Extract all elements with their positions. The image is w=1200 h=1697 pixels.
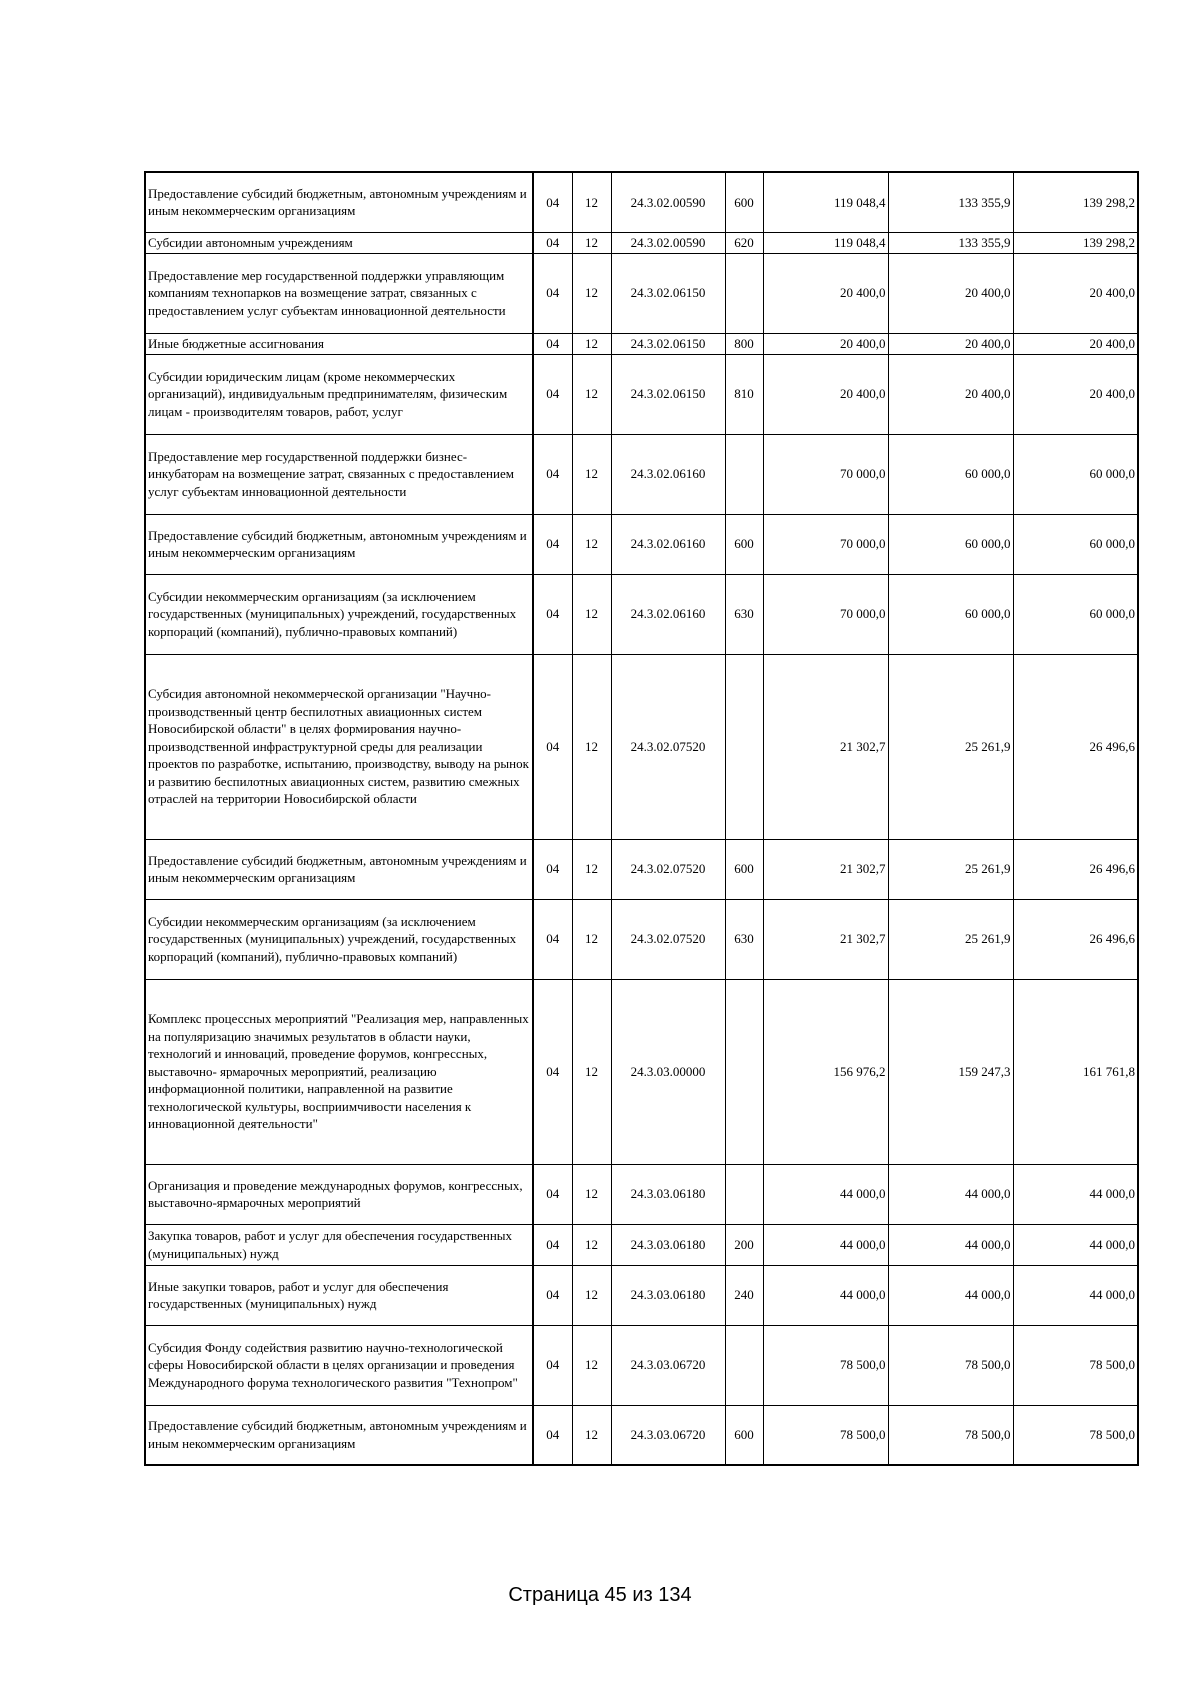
row-value-2: 44 000,0 <box>888 1265 1013 1325</box>
row-name: Предоставление мер государственной поддержки бизнес-инкубаторам на возмещение затрат, связанных с предоставлением услуг субъектам инновационной деятельности <box>145 434 533 514</box>
row-value-2: 44 000,0 <box>888 1224 1013 1265</box>
row-section: 04 <box>533 574 572 654</box>
table-row <box>145 979 1138 1164</box>
row-expense-type <box>725 253 763 333</box>
row-subsection: 12 <box>572 333 611 354</box>
row-subsection: 12 <box>572 1164 611 1224</box>
row-value-3: 161 761,8 <box>1013 979 1138 1164</box>
row-expense-type: 600 <box>725 514 763 574</box>
row-target-code: 24.3.02.00590 <box>611 232 725 253</box>
table-row <box>145 1325 1138 1405</box>
row-expense-type: 600 <box>725 839 763 899</box>
row-target-code: 24.3.02.06160 <box>611 434 725 514</box>
row-expense-type <box>725 434 763 514</box>
row-value-2: 25 261,9 <box>888 654 1013 839</box>
row-subsection: 12 <box>572 1265 611 1325</box>
row-section: 04 <box>533 434 572 514</box>
row-value-3: 26 496,6 <box>1013 899 1138 979</box>
row-expense-type: 240 <box>725 1265 763 1325</box>
row-target-code: 24.3.02.06160 <box>611 574 725 654</box>
row-section: 04 <box>533 1224 572 1265</box>
row-value-3: 60 000,0 <box>1013 434 1138 514</box>
row-value-2: 60 000,0 <box>888 514 1013 574</box>
table-row <box>145 899 1138 979</box>
table-body <box>145 172 1138 1465</box>
row-target-code: 24.3.02.06150 <box>611 354 725 434</box>
row-value-3: 60 000,0 <box>1013 514 1138 574</box>
row-target-code: 24.3.03.06720 <box>611 1405 725 1465</box>
row-expense-type: 800 <box>725 333 763 354</box>
row-value-1: 21 302,7 <box>763 839 888 899</box>
row-value-2: 20 400,0 <box>888 333 1013 354</box>
row-value-3: 20 400,0 <box>1013 333 1138 354</box>
row-value-3: 139 298,2 <box>1013 232 1138 253</box>
row-expense-type: 630 <box>725 899 763 979</box>
table-row <box>145 232 1138 253</box>
row-value-2: 159 247,3 <box>888 979 1013 1164</box>
row-target-code: 24.3.02.07520 <box>611 899 725 979</box>
row-section: 04 <box>533 1325 572 1405</box>
row-target-code: 24.3.03.06180 <box>611 1164 725 1224</box>
row-expense-type: 620 <box>725 232 763 253</box>
row-subsection: 12 <box>572 654 611 839</box>
row-section: 04 <box>533 839 572 899</box>
row-value-2: 25 261,9 <box>888 899 1013 979</box>
table-row <box>145 434 1138 514</box>
row-value-2: 133 355,9 <box>888 172 1013 232</box>
row-section: 04 <box>533 899 572 979</box>
row-value-1: 70 000,0 <box>763 514 888 574</box>
row-value-1: 119 048,4 <box>763 232 888 253</box>
row-target-code: 24.3.03.06180 <box>611 1265 725 1325</box>
row-name: Предоставление субсидий бюджетным, автономным учреждениям и иным некоммерческим организациям <box>145 172 533 232</box>
table-row <box>145 354 1138 434</box>
row-subsection: 12 <box>572 1405 611 1465</box>
table-row <box>145 1164 1138 1224</box>
row-expense-type: 630 <box>725 574 763 654</box>
row-value-3: 20 400,0 <box>1013 253 1138 333</box>
row-section: 04 <box>533 232 572 253</box>
row-subsection: 12 <box>572 1325 611 1405</box>
row-value-2: 20 400,0 <box>888 253 1013 333</box>
table-row <box>145 333 1138 354</box>
row-name: Иные закупки товаров, работ и услуг для обеспечения государственных (муниципальных) нужд <box>145 1265 533 1325</box>
row-value-1: 20 400,0 <box>763 333 888 354</box>
row-value-3: 44 000,0 <box>1013 1224 1138 1265</box>
row-name: Предоставление субсидий бюджетным, автономным учреждениям и иным некоммерческим организациям <box>145 1405 533 1465</box>
row-name: Комплекс процессных мероприятий "Реализация мер, направленных на популяризацию значимых результатов в области науки, технологий и инноваций, проведение форумов, конгрессных, выставочно- ярмарочных мероприятий, реализацию информационной политики, направленной на развитие технологической культуры, восприимчивости населения к инновационной деятельности" <box>145 979 533 1164</box>
row-subsection: 12 <box>572 1224 611 1265</box>
row-value-3: 26 496,6 <box>1013 839 1138 899</box>
row-expense-type <box>725 654 763 839</box>
row-expense-type: 600 <box>725 172 763 232</box>
row-value-1: 70 000,0 <box>763 434 888 514</box>
row-value-3: 44 000,0 <box>1013 1164 1138 1224</box>
row-name: Субсидия Фонду содействия развитию научно-технологической сферы Новосибирской области в целях организации и проведения Международного форума технологического развития "Технопром" <box>145 1325 533 1405</box>
row-name: Субсидии юридическим лицам (кроме некоммерческих организаций), индивидуальным предпринимателям, физическим лицам - производителям товаров, работ, услуг <box>145 354 533 434</box>
table-row <box>145 253 1138 333</box>
row-value-3: 60 000,0 <box>1013 574 1138 654</box>
row-value-2: 44 000,0 <box>888 1164 1013 1224</box>
row-subsection: 12 <box>572 514 611 574</box>
row-value-1: 78 500,0 <box>763 1405 888 1465</box>
row-section: 04 <box>533 514 572 574</box>
row-value-1: 44 000,0 <box>763 1265 888 1325</box>
row-section: 04 <box>533 1265 572 1325</box>
row-name: Предоставление мер государственной поддержки управляющим компаниям технопарков на возмещение затрат, связанных с предоставлением услуг субъектам инновационной деятельности <box>145 253 533 333</box>
row-value-2: 78 500,0 <box>888 1325 1013 1405</box>
row-value-2: 25 261,9 <box>888 839 1013 899</box>
row-value-1: 21 302,7 <box>763 654 888 839</box>
row-value-3: 20 400,0 <box>1013 354 1138 434</box>
table-row <box>145 1405 1138 1465</box>
row-expense-type <box>725 1164 763 1224</box>
row-subsection: 12 <box>572 434 611 514</box>
row-target-code: 24.3.03.06180 <box>611 1224 725 1265</box>
row-value-1: 44 000,0 <box>763 1164 888 1224</box>
row-section: 04 <box>533 1164 572 1224</box>
row-section: 04 <box>533 172 572 232</box>
table-row <box>145 1224 1138 1265</box>
row-target-code: 24.3.02.00590 <box>611 172 725 232</box>
row-target-code: 24.3.03.06720 <box>611 1325 725 1405</box>
row-value-2: 78 500,0 <box>888 1405 1013 1465</box>
row-section: 04 <box>533 1405 572 1465</box>
row-value-3: 26 496,6 <box>1013 654 1138 839</box>
row-value-3: 78 500,0 <box>1013 1405 1138 1465</box>
row-name: Организация и проведение международных форумов, конгрессных, выставочно-ярмарочных мероприятий <box>145 1164 533 1224</box>
row-expense-type: 810 <box>725 354 763 434</box>
row-subsection: 12 <box>572 354 611 434</box>
row-value-1: 44 000,0 <box>763 1224 888 1265</box>
row-value-3: 139 298,2 <box>1013 172 1138 232</box>
row-value-1: 78 500,0 <box>763 1325 888 1405</box>
row-section: 04 <box>533 253 572 333</box>
row-expense-type: 600 <box>725 1405 763 1465</box>
row-value-2: 60 000,0 <box>888 574 1013 654</box>
row-target-code: 24.3.03.00000 <box>611 979 725 1164</box>
row-value-1: 70 000,0 <box>763 574 888 654</box>
row-name: Предоставление субсидий бюджетным, автономным учреждениям и иным некоммерческим организациям <box>145 514 533 574</box>
row-expense-type <box>725 1325 763 1405</box>
row-value-3: 78 500,0 <box>1013 1325 1138 1405</box>
row-subsection: 12 <box>572 574 611 654</box>
row-expense-type <box>725 979 763 1164</box>
row-target-code: 24.3.02.06160 <box>611 514 725 574</box>
table-row <box>145 574 1138 654</box>
row-value-1: 119 048,4 <box>763 172 888 232</box>
row-subsection: 12 <box>572 253 611 333</box>
row-section: 04 <box>533 354 572 434</box>
row-target-code: 24.3.02.07520 <box>611 839 725 899</box>
row-value-3: 44 000,0 <box>1013 1265 1138 1325</box>
budget-table <box>144 171 1139 1466</box>
row-value-1: 156 976,2 <box>763 979 888 1164</box>
table-row <box>145 654 1138 839</box>
row-value-1: 20 400,0 <box>763 354 888 434</box>
row-subsection: 12 <box>572 232 611 253</box>
row-target-code: 24.3.02.07520 <box>611 654 725 839</box>
table-row <box>145 514 1138 574</box>
row-subsection: 12 <box>572 839 611 899</box>
row-section: 04 <box>533 654 572 839</box>
row-value-1: 21 302,7 <box>763 899 888 979</box>
row-target-code: 24.3.02.06150 <box>611 253 725 333</box>
row-section: 04 <box>533 979 572 1164</box>
row-target-code: 24.3.02.06150 <box>611 333 725 354</box>
row-value-1: 20 400,0 <box>763 253 888 333</box>
row-name: Закупка товаров, работ и услуг для обеспечения государственных (муниципальных) нужд <box>145 1224 533 1265</box>
row-subsection: 12 <box>572 899 611 979</box>
row-name: Иные бюджетные ассигнования <box>145 333 533 354</box>
table-row <box>145 172 1138 232</box>
row-name: Субсидия автономной некоммерческой организации "Научно-производственный центр беспилотных авиационных систем Новосибирской области" в целях формирования научно-производственной инфраструктурной среды для реализации проектов по разработке, испытанию, производству, выводу на рынок и развитию беспилотных авиационных систем, развитию смежных отраслей на территории Новосибирской области <box>145 654 533 839</box>
row-subsection: 12 <box>572 172 611 232</box>
row-value-2: 133 355,9 <box>888 232 1013 253</box>
table-row <box>145 1265 1138 1325</box>
row-expense-type: 200 <box>725 1224 763 1265</box>
row-section: 04 <box>533 333 572 354</box>
row-subsection: 12 <box>572 979 611 1164</box>
page-number: Страница 45 из 134 <box>508 1584 692 1606</box>
table-row <box>145 839 1138 899</box>
row-name: Субсидии некоммерческим организациям (за исключением государственных (муниципальных) учреждений, государственных корпораций (компаний), публично-правовых компаний) <box>145 574 533 654</box>
row-name: Субсидии некоммерческим организациям (за исключением государственных (муниципальных) учреждений, государственных корпораций (компаний), публично-правовых компаний) <box>145 899 533 979</box>
row-name: Субсидии автономным учреждениям <box>145 232 533 253</box>
row-value-2: 60 000,0 <box>888 434 1013 514</box>
row-name: Предоставление субсидий бюджетным, автономным учреждениям и иным некоммерческим организациям <box>145 839 533 899</box>
row-value-2: 20 400,0 <box>888 354 1013 434</box>
